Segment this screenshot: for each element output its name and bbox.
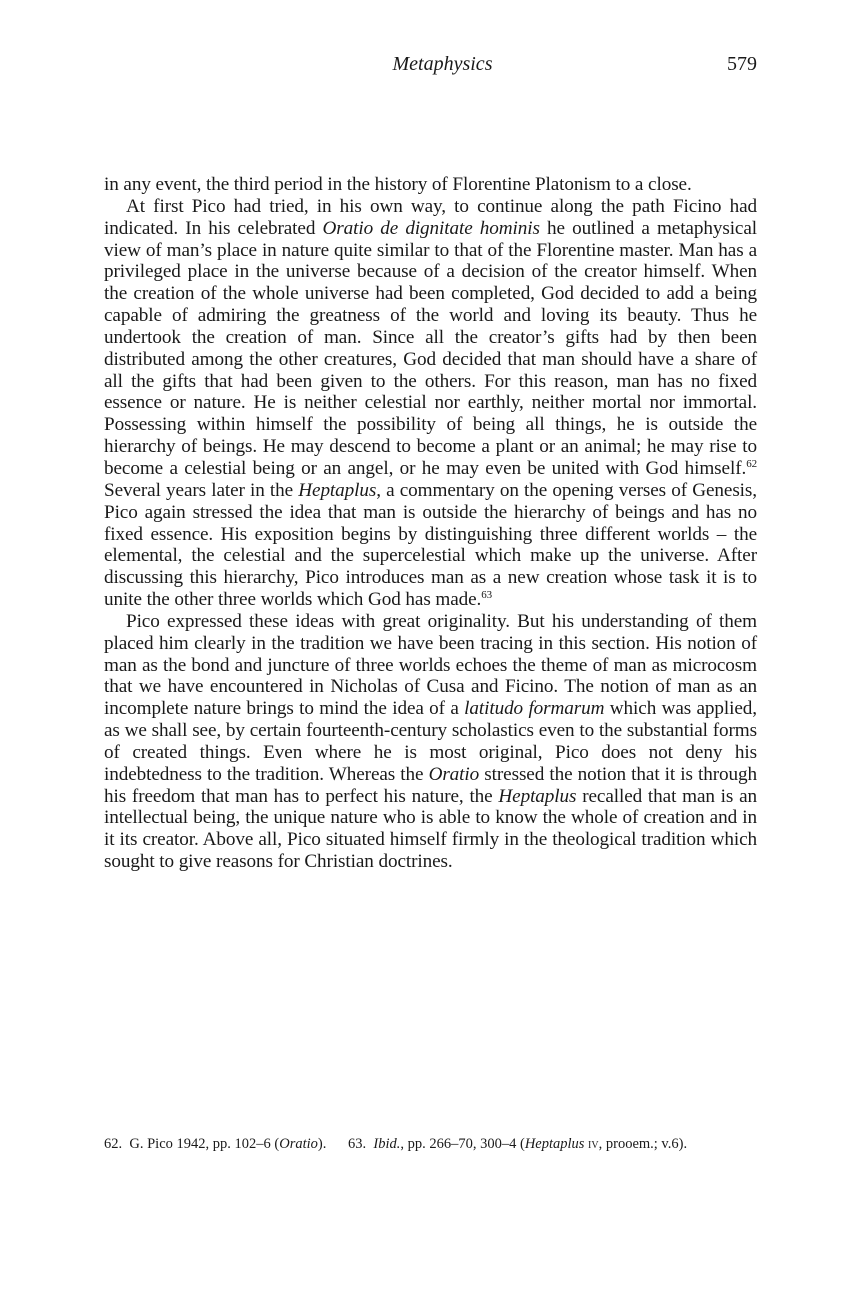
footnote bbox=[348, 1136, 687, 1152]
italic-title: Oratio bbox=[279, 1136, 318, 1152]
running-title: Metaphysics bbox=[392, 53, 493, 75]
text-run: stressed the notion that it is through his freedom that man has to perfect his nature, the bbox=[104, 763, 757, 807]
footnote-text bbox=[126, 1136, 327, 1152]
footnotes bbox=[104, 1135, 757, 1153]
text-run: in any event, the third period in the history of Florentine Platonism to a close. bbox=[104, 174, 692, 195]
paragraph bbox=[104, 196, 757, 611]
text-run: Several years later in the bbox=[104, 479, 299, 501]
body-text bbox=[104, 174, 757, 873]
footnote bbox=[104, 1136, 330, 1152]
footnote-number: 62. bbox=[104, 1136, 123, 1152]
text-run: which was applied, as we shall see, by certain fourteenth-century scholastics even to the substantial forms of created things. Even where he is most original, Pico does not deny his indebtedness to the tradition. Whereas the bbox=[104, 698, 757, 785]
text-run: , pp. 266–70, 300–4 ( bbox=[400, 1136, 525, 1152]
text-run: , a commentary on the opening verses of Genesis, Pico again stressed the idea that man is outside the hierarchy of beings and has no fixed essence. His exposition begins by distinguishing three different worlds – the elemental, the celestial and the supercelestial which make up the universe. After discussing this hierarchy, Pico introduces man as a new creation whose task it is to unite the other three worlds which God has made. bbox=[104, 479, 757, 611]
paragraph bbox=[104, 611, 757, 873]
italic-title: Heptaplus bbox=[298, 479, 377, 501]
roman-numeral: iv bbox=[588, 1136, 599, 1152]
text-run: G. Pico 1942, pp. 102–6 ( bbox=[129, 1136, 280, 1152]
italic-title: Oratio bbox=[428, 763, 480, 785]
italic-title: Oratio de dignitate hominis bbox=[322, 217, 540, 239]
paragraph bbox=[104, 174, 757, 196]
text-run: , prooem.; v.6). bbox=[598, 1136, 688, 1152]
text-run: At first Pico had tried, in his own way, to continue along the path Ficino had indicated. In his celebrated bbox=[104, 195, 757, 239]
text-run: he outlined a metaphysical view of man’s place in nature quite similar to that of the Florentine master. Man has a privileged place in the universe because of a decision of the creator himself. When the creation of the whole universe had been completed, God decided to add a being capable of admiring the greatness of the world and loving its beauty. Thus he undertook the creation of man. Since all the creator’s gifts had by then been distributed among the other creatures, God decided that man should have a share of all the gifts that had been given to the others. For this reason, man has no fixed essence or nature. He is neither celestial nor earthly, neither mortal nor immortal. Possessing within himself the possibility of being all things, he is outside the hierarchy of beings. He may descend to become a plant or an animal; he may rise to become a celestial being or an angel, or he may even be united with God himself. bbox=[104, 217, 757, 479]
italic-title: Ibid. bbox=[373, 1136, 401, 1152]
footnote-reference: 63 bbox=[481, 589, 493, 602]
italic-title: Heptaplus bbox=[524, 1136, 585, 1152]
footnote-number: 63. bbox=[347, 1136, 367, 1152]
italic-title: Heptaplus bbox=[498, 785, 577, 807]
italic-title: latitudo formarum bbox=[464, 698, 605, 720]
text-run: Pico expressed these ideas with great originality. But his understanding of them placed him clearly in the tradition we have been tracing in this section. His notion of man as the bond and juncture of three worlds echoes the theme of man as microcosm that we have encountered in Nicholas of Cusa and Ficino. The notion of man as an incomplete nature brings to mind the idea of a bbox=[104, 610, 757, 720]
page-number: 579 bbox=[727, 53, 757, 75]
text-run: recalled that man is an intellectual being, the unique nature who is able to know the whole of creation and in it its creator. Above all, Pico situated himself firmly in the theological tradition which sought to give reasons for Christian doctrines. bbox=[104, 785, 757, 873]
footnote-text bbox=[370, 1136, 687, 1152]
footnote-reference: 62 bbox=[746, 457, 757, 470]
text-run: ). bbox=[317, 1136, 327, 1152]
running-head bbox=[104, 53, 757, 79]
